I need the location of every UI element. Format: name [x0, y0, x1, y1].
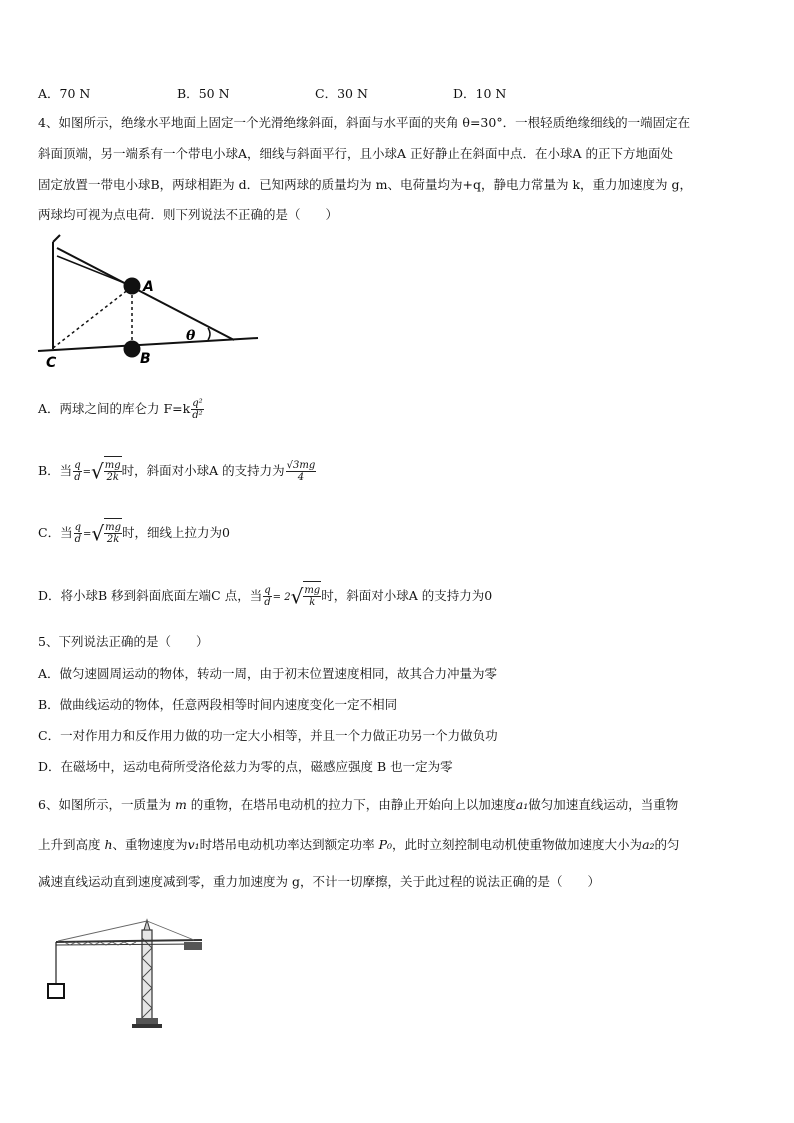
option-text: 时，细线上拉力为0: [122, 525, 230, 540]
q5-option-d[interactable]: D．在磁场中，运动电荷所受洛伦兹力为零的点，磁感应强度 B 也一定为零: [38, 759, 453, 774]
angle-arc: [208, 328, 210, 340]
numerator: q: [74, 522, 81, 533]
q6-stem-line-1: [38, 797, 678, 813]
label-theta: θ: [186, 328, 196, 344]
q4-option-d[interactable]: [38, 581, 492, 613]
ground-line: [38, 338, 258, 351]
denominator: d: [74, 534, 81, 545]
denominator: 2k: [106, 472, 119, 483]
numerator: mg: [304, 585, 321, 596]
var-h: h: [104, 837, 113, 852]
denominator: d²: [192, 410, 203, 421]
option-c[interactable]: [315, 84, 368, 102]
option-b[interactable]: [177, 84, 230, 102]
q5-stem: 5、下列说法正确的是（ ）: [38, 634, 209, 649]
numerator: mg: [105, 522, 122, 533]
text: 6、如图所示，一质量为: [38, 797, 175, 812]
text: 的重物，在塔吊电动机的拉力下，由静止开始向上以加速度: [186, 797, 516, 812]
option-text: B．当: [38, 463, 73, 478]
q6-stem-line-3: 减速直线运动直到速度减到零，重力加速度为 g，不计一切摩擦，关于此过程的说法正确的是（ ）: [38, 874, 600, 889]
text: 时塔吊电动机功率达到额定功率: [199, 837, 379, 852]
q6-stem-line-2: [38, 837, 680, 853]
text: 上升到高度: [38, 837, 105, 852]
q4-option-a[interactable]: [38, 394, 205, 424]
load-box: [48, 984, 64, 998]
sqrt-expr: [91, 518, 122, 549]
tower-crane-figure: [44, 918, 210, 1032]
option-a[interactable]: [38, 84, 90, 102]
text: 的匀: [654, 837, 680, 852]
tie-left: [58, 921, 147, 941]
option-text: 时，斜面对小球A 的支持力为0: [321, 588, 493, 603]
denominator: k: [309, 597, 316, 608]
fraction-answer: [286, 460, 317, 483]
denominator: d: [74, 472, 81, 483]
ball-b: [124, 341, 141, 358]
var-p0: P₀: [378, 837, 393, 852]
q4-stem-line-4: 两球均可视为点电荷．则下列说法不正确的是（ ）: [38, 207, 339, 222]
tie-right: [147, 921, 194, 940]
sqrt-expr: [91, 456, 122, 487]
numerator: q: [264, 585, 271, 596]
prev-question-options: [38, 84, 598, 100]
equals: =: [82, 529, 92, 540]
var-m: m: [174, 797, 187, 812]
option-text: 10 N: [475, 86, 507, 101]
text: 做匀加速直线运动，当重物: [528, 797, 679, 812]
numerator: mg: [104, 460, 121, 471]
q4-option-c[interactable]: [38, 518, 230, 550]
option-letter: B．: [177, 86, 199, 101]
text: ，此时立刻控制电动机使重物做加速度大小为: [392, 837, 643, 852]
q4-option-b[interactable]: [38, 456, 317, 488]
fraction-q-d: [263, 585, 271, 608]
denominator: d: [264, 597, 271, 608]
equals: =: [82, 467, 91, 478]
fraction-q-d: [73, 460, 81, 483]
crane-base: [136, 1018, 158, 1025]
sqrt-icon: √: [90, 459, 104, 484]
q5-option-b[interactable]: B．做曲线运动的物体，任意两段相等时间内速度变化一定不相同: [38, 697, 398, 712]
numerator: q²: [192, 398, 203, 409]
wall-top-tick: [53, 235, 60, 242]
denominator: 2k: [106, 534, 120, 545]
q4-stem-line-1: 4、如图所示，绝缘水平地面上固定一个光滑绝缘斜面，斜面与水平面的夹角 θ=30°．一根轻质绝缘细线的一端固定在: [38, 115, 691, 130]
sqrt-icon: √: [91, 521, 105, 546]
option-text: 50 N: [198, 86, 230, 101]
incline-figure: [36, 232, 262, 372]
numerator: √3mg: [286, 460, 316, 471]
option-text: C．当: [38, 525, 73, 540]
var-v1: v₁: [187, 837, 200, 852]
option-d[interactable]: [453, 84, 506, 102]
ball-a: [124, 278, 141, 295]
option-letter: D．: [453, 86, 476, 101]
var-a2: a₂: [642, 837, 655, 852]
var-a1: a₁: [515, 797, 529, 812]
jib: [56, 940, 202, 942]
q5-option-a[interactable]: A．做匀速圆周运动的物体，转动一周，由于初末位置速度相同，故其合力冲量为零: [38, 666, 498, 681]
fraction-q-d: [74, 522, 82, 545]
q5-option-c[interactable]: C．一对作用力和反作用力做的功一定大小相等，并且一个力做正功另一个力做负功: [38, 728, 498, 743]
denominator: 4: [297, 472, 305, 483]
label-a: A: [143, 279, 154, 295]
option-text: A．两球之间的库仑力 F=k: [38, 401, 191, 416]
option-text: 时，斜面对小球A 的支持力为: [121, 463, 285, 478]
option-text: D．将小球B 移到斜面底面左端C 点，当: [38, 588, 263, 603]
sqrt-expr: [291, 581, 322, 612]
q4-stem-line-2: 斜面顶端，另一端系有一个带电小球A，细线与斜面平行，且小球A 正好静止在斜面中点．在小球A 的正下方地面处: [38, 146, 674, 161]
equals: = 2: [272, 592, 291, 603]
sqrt-icon: √: [290, 584, 304, 609]
label-b: B: [140, 351, 151, 367]
dashed-ca: [53, 289, 129, 348]
label-c: C: [46, 355, 57, 371]
option-text: 70 N: [59, 86, 91, 101]
thread-line: [57, 256, 132, 286]
option-text: 30 N: [337, 86, 368, 101]
q4-stem-line-3: 固定放置一带电小球B，两球相距为 d．已知两球的质量均为 m、电荷量均为+q，静电力常量为 k，重力加速度为 g，: [38, 177, 692, 192]
option-letter: C．: [315, 86, 338, 101]
fraction-q2-d2: [191, 398, 203, 421]
numerator: q: [74, 460, 81, 471]
option-letter: A．: [38, 86, 60, 101]
counterweight: [184, 942, 202, 950]
text: 、重物速度为: [112, 837, 188, 852]
crane-foot: [132, 1024, 162, 1028]
